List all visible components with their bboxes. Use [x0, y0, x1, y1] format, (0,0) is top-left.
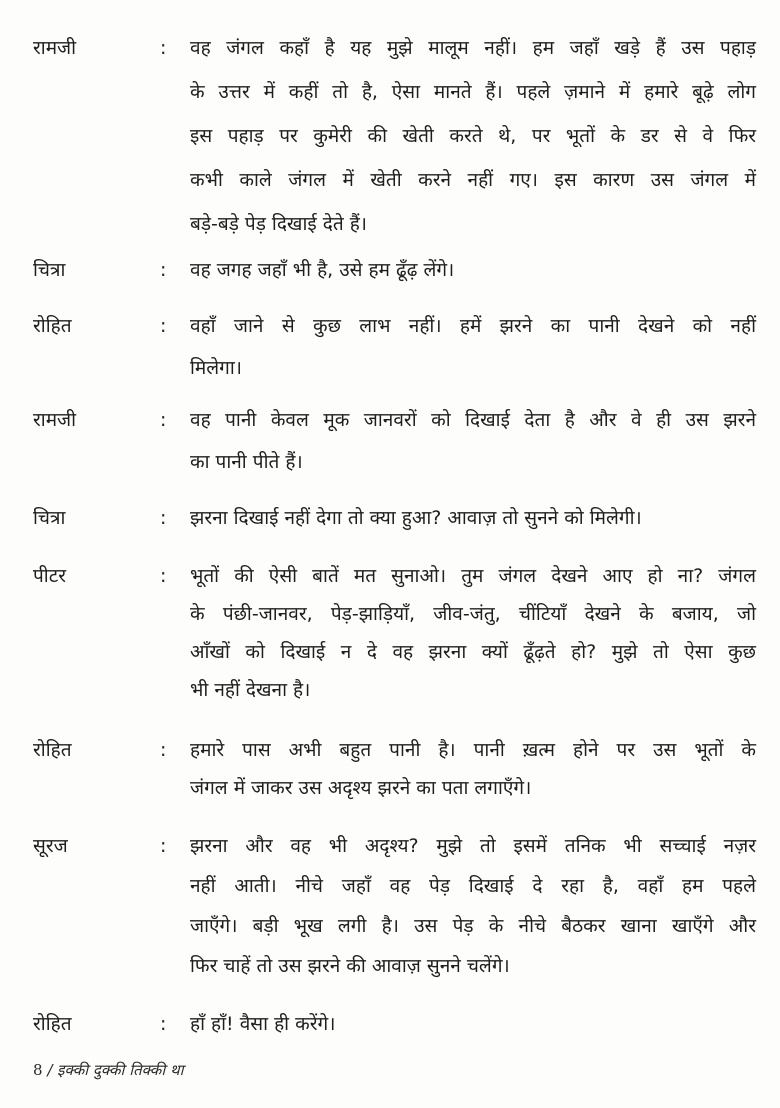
dialogue-line: झरना दिखाई नहीं देगा तो क्या हुआ? आवाज़ तो सुनने को मिलेगी।: [190, 507, 642, 529]
speaker-name: रामजी: [33, 409, 77, 431]
dialogue-line: भूतों की ऐसी बातें मत सुनाओ। तुम जंगल देखने आए हो ना? जंगल: [190, 565, 756, 587]
speaker-name: रोहित: [33, 315, 72, 337]
speaker-colon: :: [160, 739, 167, 761]
speaker-name: रोहित: [33, 1013, 72, 1035]
dialogue-line: झरना और वह भी अदृश्य? मुझे तो इसमें तनिक भी सच्चाई नज़र: [190, 835, 756, 857]
dialogue-line: वह पानी केवल मूक जानवरों को दिखाई देता है और वे ही उस झरने: [190, 409, 756, 431]
dialogue-line: बड़े-बड़े पेड़ दिखाई देते हैं।: [190, 213, 368, 235]
speaker-colon: :: [160, 565, 167, 587]
dialogue-line: वह जगह जहाँ भी है, उसे हम ढूँढ़ लेंगे।: [190, 259, 455, 281]
dialogue-line: हमारे पास अभी बहुत पानी है। पानी ख़त्म होने पर उस भूतों के: [190, 739, 756, 761]
speaker-name: सूरज: [33, 835, 68, 857]
page-number: 8: [33, 1061, 43, 1079]
speaker-name: पीटर: [33, 565, 67, 587]
speaker-name: रामजी: [33, 37, 77, 59]
dialogue-line: फिर चाहें तो उस झरने की आवाज़ सुनने चलेंगे।: [190, 955, 510, 977]
footer-separator: /: [47, 1061, 53, 1079]
book-title: इक्की दुक्की तिक्की था: [57, 1061, 184, 1079]
dialogue-line: के उत्तर में कहीं तो है, ऐसा मानते हैं। पहले ज़माने में हमारे बूढ़े लोग: [190, 81, 756, 103]
dialogue-line: के पंछी-जानवर, पेड़-झाड़ियाँ, जीव-जंतु, चींटियाँ देखने के बजाय, जो: [190, 603, 756, 625]
dialogue-line: कभी काले जंगल में खेती करने नहीं गए। इस कारण उस जंगल में: [190, 169, 756, 191]
dialogue-line: वह जंगल कहाँ है यह मुझे मालूम नहीं। हम जहाँ खड़े हैं उस पहाड़: [190, 37, 756, 59]
dialogue-line: मिलेगा।: [190, 357, 242, 379]
speaker-colon: :: [160, 507, 167, 529]
dialogue-line: इस पहाड़ पर कुमेरी की खेती करते थे, पर भूतों के डर से वे फिर: [190, 125, 756, 147]
speaker-name: रोहित: [33, 739, 72, 761]
dialogue-line: नहीं आती। नीचे जहाँ वह पेड़ दिखाई दे रहा है, वहाँ हम पहले: [190, 875, 756, 897]
speaker-colon: :: [160, 37, 167, 59]
dialogue-line: आँखों को दिखाई न दे वह झरना क्यों ढूँढ़ते हो? मुझे तो ऐसा कुछ: [190, 641, 756, 663]
speaker-colon: :: [160, 259, 167, 281]
dialogue-line: का पानी पीते हैं।: [190, 451, 303, 473]
dialogue-line: जाएँगे। बड़ी भूख लगी है। उस पेड़ के नीचे बैठकर खाना खाएँगे और: [190, 915, 756, 937]
dialogue-line: जंगल में जाकर उस अदृश्य झरने का पता लगाएँगे।: [190, 777, 532, 799]
speaker-colon: :: [160, 835, 167, 857]
speaker-colon: :: [160, 1013, 167, 1035]
page-footer: [33, 1060, 183, 1080]
dialogue-line: हाँ हाँ! वैसा ही करेंगे।: [190, 1013, 336, 1035]
speaker-name: चित्रा: [33, 259, 66, 281]
speaker-colon: :: [160, 315, 167, 337]
dialogue-line: वहाँ जाने से कुछ लाभ नहीं। हमें झरने का पानी देखने को नहीं: [190, 315, 756, 337]
dialogue-line: भी नहीं देखना है।: [190, 679, 311, 701]
speaker-colon: :: [160, 409, 167, 431]
speaker-name: चित्रा: [33, 507, 66, 529]
